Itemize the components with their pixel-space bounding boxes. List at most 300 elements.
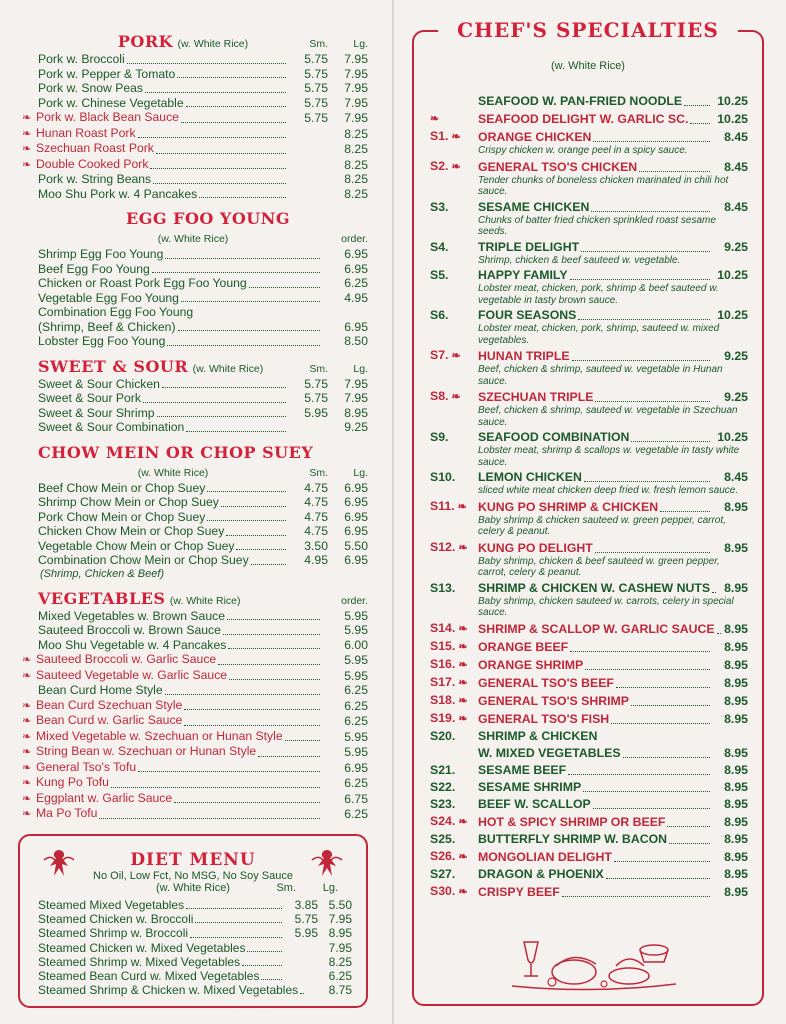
chow-mein-note: (Shrimp, Chicken & Beef) (40, 567, 165, 580)
item-name-text: Steamed Bean Curd w. Mixed Vegetables (38, 969, 260, 984)
item-name (38, 247, 163, 262)
price-large: 6.95 (344, 495, 368, 509)
specialties-title: CHEF'S SPECIALTIES (438, 18, 738, 42)
menu-item-row (38, 247, 368, 262)
specialty-code-text: S21. (430, 762, 456, 777)
specialty-code-text: S23. (430, 796, 456, 811)
dot-leader (585, 669, 710, 670)
item-name-text: Beef Egg Foo Young (38, 261, 150, 276)
item-name-text: Combination Chow Mein or Chop Suey (38, 553, 249, 567)
item-name (22, 744, 257, 760)
dot-leader (614, 861, 710, 862)
menu-item-row (38, 912, 352, 926)
pepper-icon: ❧ (22, 730, 32, 743)
specialty-code (430, 780, 478, 795)
specialty-name: KUNG PO SHRIMP & CHICKEN (478, 499, 659, 514)
specialty-item (430, 268, 748, 306)
item-name (22, 125, 136, 142)
dot-leader (186, 431, 286, 432)
item-name (38, 609, 225, 624)
pepper-icon: ❧ (448, 350, 461, 362)
item-name (38, 941, 245, 955)
specialty-code-text: S15. (430, 638, 456, 653)
item-name-text: Double Cooked Pork (36, 156, 149, 171)
price-large: 8.25 (344, 186, 368, 201)
specialty-code-text: S24. (430, 813, 456, 828)
specialty-code (430, 499, 478, 515)
price-small: 5.75 (304, 52, 328, 66)
dot-leader (639, 171, 710, 172)
specialty-description: Baby shrimp, chicken & beef sauteed w. green pepper, carrot, celery & peanut. (478, 555, 720, 578)
diet-menu-box (18, 834, 368, 1008)
item-name-text: Pork w. String Beans (38, 172, 152, 186)
price-large: 7.95 (344, 111, 368, 125)
dot-leader (111, 787, 320, 788)
specialty-item (430, 797, 748, 812)
item-name (38, 96, 184, 111)
dot-leader (227, 619, 320, 620)
specialty-row (430, 581, 748, 596)
specialty-item (430, 129, 748, 157)
specialty-code (430, 470, 478, 485)
pepper-icon: ❧ (22, 715, 32, 727)
lg-label: Lg. (353, 466, 368, 479)
specialty-price: 10.25 (717, 94, 748, 108)
specialty-name: SZECHUAN TRIPLE (478, 390, 594, 404)
specialty-price: 9.25 (724, 349, 748, 363)
specialty-price: 8.95 (724, 540, 748, 555)
specialty-name: SESAME CHICKEN (478, 199, 590, 214)
pepper-icon: ❧ (22, 746, 32, 758)
dot-leader (717, 633, 721, 634)
item-name-text: Steamed Chicken w. Mixed Vegetables (38, 940, 246, 955)
dancer-icon (310, 846, 344, 886)
specialty-code-text: S16. (430, 656, 456, 671)
price: 6.75 (344, 791, 368, 806)
item-name-text: Eggplant w. Garlic Sauce (36, 790, 173, 805)
item-name-text: Moo Shu Vegetable w. 4 Pancakes (38, 637, 227, 652)
specialty-row (430, 657, 748, 673)
dot-leader (153, 183, 286, 184)
pepper-icon: ❧ (22, 112, 32, 124)
price-large: 8.95 (344, 405, 368, 420)
specialty-name: HUNAN TRIPLE (478, 349, 570, 363)
item-name (38, 291, 179, 306)
specialty-row (430, 763, 748, 778)
price-large: 8.25 (344, 157, 368, 172)
item-name (38, 912, 193, 926)
pepper-icon: ❧ (455, 640, 468, 653)
specialty-code (430, 639, 478, 655)
item-name-text: Mixed Vegetable w. Szechuan or Hunan Style (36, 728, 283, 743)
specialty-description: sliced white meat chicken deep fried w. fresh lemon sauce. (478, 485, 739, 496)
price-small: 4.75 (304, 495, 328, 509)
dot-leader (174, 802, 320, 803)
specialty-code (430, 849, 478, 865)
specialty-name: SEAFOOD COMBINATION (478, 430, 630, 444)
dot-leader (167, 345, 320, 346)
pork-list (22, 52, 368, 201)
price: 6.95 (344, 261, 368, 276)
menu-item-row (38, 305, 368, 320)
dot-leader (581, 251, 710, 252)
specialty-row (430, 308, 748, 323)
sweet-sour-title: SWEET & SOUR (38, 356, 189, 376)
item-name-text: Sweet & Sour Chicken (38, 376, 160, 391)
price-small: 4.75 (304, 480, 328, 495)
price-large: 8.95 (328, 926, 352, 941)
pepper-icon: ❧ (455, 850, 468, 863)
price-small: 5.75 (304, 391, 328, 405)
price: 6.25 (344, 698, 368, 713)
pepper-icon: ❧ (448, 131, 461, 143)
menu-item-row (38, 495, 368, 510)
dot-leader (669, 843, 710, 844)
pork-title: PORK (117, 32, 174, 51)
dot-leader (285, 740, 320, 741)
dot-leader (249, 287, 320, 288)
dot-leader (242, 965, 282, 966)
menu-item-row (22, 806, 368, 822)
item-name (38, 172, 151, 187)
menu-item-row (38, 969, 352, 983)
dot-leader (181, 122, 286, 123)
specialty-code (430, 389, 478, 405)
dot-leader (606, 878, 710, 879)
specialty-item (430, 159, 748, 198)
dot-leader (226, 535, 286, 536)
specialty-item (430, 499, 748, 538)
specialty-name: GENERAL TSO'S SHRIMP (478, 693, 629, 708)
pork-section (22, 32, 368, 201)
price: 8.50 (344, 334, 368, 348)
pepper-icon: ❧ (455, 622, 468, 635)
specialty-item (430, 832, 748, 847)
pork-subtitle: (w. White Rice) (177, 38, 249, 50)
item-name-text: Combination Egg Foo Young (38, 305, 194, 319)
dot-leader (178, 330, 321, 331)
price-large: 5.50 (344, 538, 368, 553)
item-name (38, 481, 205, 496)
specialty-row (430, 780, 748, 795)
pepper-icon: ❧ (454, 500, 467, 513)
item-name-text: Pork w. Pepper & Tomato (38, 66, 176, 81)
item-name-text: Steamed Mixed Vegetables (38, 898, 185, 912)
specialty-price: 9.25 (724, 390, 748, 404)
chow-mein-section (38, 443, 368, 581)
menu-item-row (22, 790, 368, 807)
menu-item-row (38, 81, 368, 96)
specialty-name: ORANGE SHRIMP (478, 657, 584, 672)
sweet-sour-list (38, 377, 368, 435)
item-name (22, 775, 109, 791)
specialty-code-text: S14. (430, 620, 456, 635)
specialty-description: Baby shrimp, chicken sauteed w. carrots, celery in special sauce. (478, 595, 734, 618)
pepper-icon: ❧ (455, 658, 468, 671)
specialty-price: 8.45 (724, 470, 748, 484)
menu-item-row (22, 713, 368, 729)
price-large: 7.95 (328, 912, 352, 927)
pork-header (38, 32, 368, 52)
specialty-name: GENERAL TSO'S BEEF (478, 675, 614, 690)
menu-item-row (22, 759, 368, 776)
menu-item-row (38, 67, 368, 82)
item-name-text: Moo Shu Pork w. 4 Pancakes (38, 186, 198, 201)
item-name (22, 806, 98, 822)
dot-leader (186, 908, 282, 909)
dot-leader (616, 687, 710, 688)
specialty-price: 8.95 (724, 621, 748, 636)
specialty-row (430, 430, 748, 445)
item-name (38, 320, 176, 335)
dot-leader (595, 552, 710, 553)
price: 6.00 (344, 637, 368, 652)
specialty-item (430, 675, 748, 691)
pepper-icon: ❧ (455, 676, 468, 689)
dot-leader (184, 709, 320, 710)
specialty-row (430, 268, 748, 283)
specialty-name: MONGOLIAN DELIGHT (478, 849, 612, 864)
item-name-text: Shrimp Chow Mein or Chop Suey (38, 495, 219, 509)
dot-leader (593, 141, 710, 142)
specialty-price: 8.95 (724, 580, 748, 595)
specialty-name: SESAME SHRIMP (478, 779, 582, 794)
dot-leader (690, 123, 710, 124)
specialty-price: 8.95 (724, 884, 748, 899)
item-name-text: Sweet & Sour Pork (38, 391, 141, 405)
item-name (38, 276, 247, 291)
specialty-name: BUTTERFLY SHRIMP W. BACON (478, 831, 668, 846)
item-name-text: Steamed Shrimp & Chicken w. Mixed Vegetables (38, 983, 299, 998)
item-name (38, 638, 226, 653)
specialty-price: 10.25 (717, 430, 748, 444)
specialty-price: 9.25 (724, 239, 748, 254)
price: 5.95 (344, 745, 368, 759)
specialty-code-text: S17. (430, 674, 456, 689)
specialty-price: 8.95 (724, 814, 748, 829)
specialty-name: GENERAL TSO'S FISH (478, 711, 610, 726)
specialty-description: Shrimp, chicken & beef sauteed w. vegetable. (478, 254, 681, 266)
price: 5.95 (344, 653, 368, 667)
specialty-code (430, 693, 478, 709)
dot-leader (595, 401, 710, 402)
specialty-code-text: S1. (430, 129, 449, 143)
specialty-item (430, 540, 748, 579)
price-large: 8.75 (328, 983, 352, 998)
specialty-price: 8.95 (724, 693, 748, 708)
item-name (22, 759, 137, 776)
dot-leader (145, 92, 286, 93)
dot-leader (667, 826, 710, 827)
specialty-row (430, 621, 748, 637)
dot-leader (162, 387, 286, 388)
specialty-item (430, 94, 748, 109)
dot-leader (261, 979, 282, 980)
dot-leader (578, 319, 710, 320)
price-large: 6.25 (328, 969, 352, 984)
egg-foo-young-section (38, 209, 368, 349)
specialty-name: CRISPY BEEF (478, 884, 560, 899)
specialty-code-text: S11. (430, 498, 455, 513)
specialty-code-text: S27. (430, 866, 456, 881)
item-name (22, 141, 154, 157)
specialty-code (430, 308, 478, 323)
menu-item-row (38, 187, 368, 202)
specialty-name: BEEF W. SCALLOP (478, 796, 591, 811)
specialty-code (430, 111, 478, 127)
pepper-icon: ❧ (22, 143, 32, 155)
item-name (38, 553, 249, 568)
menu-item-row (22, 156, 368, 173)
specialty-name: HAPPY FAMILY (478, 268, 568, 282)
menu-item-row (22, 775, 368, 791)
specialty-item (430, 763, 748, 778)
specialty-code (430, 430, 478, 445)
menu-item-row (22, 141, 368, 157)
diet-menu-line2-row (20, 882, 366, 894)
dot-leader (228, 648, 320, 649)
item-name (38, 623, 221, 638)
pepper-icon: ❧ (22, 127, 32, 140)
specialty-code-text: S5. (430, 268, 449, 282)
menu-item-row (38, 609, 368, 624)
specialty-price: 10.25 (717, 308, 748, 322)
pepper-icon: ❧ (22, 777, 32, 789)
specialty-code-text: S6. (430, 308, 449, 322)
menu-item-row (22, 728, 368, 745)
specialty-row (430, 884, 748, 900)
specialty-name: SESAME BEEF (478, 762, 567, 777)
pepper-icon: ❧ (455, 815, 468, 828)
specialty-name: ORANGE BEEF (478, 639, 569, 654)
item-name-text: Shrimp Egg Foo Young (38, 247, 164, 261)
item-name-text: Pork Chow Mein or Chop Suey (38, 509, 206, 524)
item-name (22, 728, 283, 745)
sweet-sour-subtitle: (w. White Rice) (192, 362, 264, 375)
pepper-icon: ❧ (22, 158, 32, 171)
price: 6.25 (344, 776, 368, 790)
menu-item-row (38, 510, 368, 525)
item-name (38, 898, 184, 912)
dot-leader (195, 922, 282, 923)
item-name (22, 110, 179, 126)
specialty-item (430, 780, 748, 795)
item-name (22, 697, 183, 714)
specialty-name: SEAFOOD DELIGHT W. GARLIC SC. (478, 112, 689, 126)
specialty-description: Lobster meat, chicken, pork, shrimp & beef sauteed w. vegetable in tasty brown sauce. (478, 283, 719, 306)
specialty-item (430, 111, 748, 127)
vegetables-header (38, 589, 368, 609)
item-name-text: Sweet & Sour Combination (38, 420, 185, 434)
item-name (38, 52, 125, 67)
dot-leader (611, 723, 710, 724)
pepper-icon: ❧ (430, 113, 440, 125)
specialty-price: 8.95 (724, 866, 748, 881)
menu-item-row (38, 524, 368, 539)
dot-leader (583, 791, 710, 792)
specialty-name: SHRIMP & SCALLOP W. GARLIC SAUCE (478, 621, 715, 636)
specialty-item (430, 581, 748, 619)
specialty-code (430, 729, 478, 744)
specialty-item (430, 200, 748, 238)
lg-label: Lg. (353, 362, 368, 375)
item-name (38, 81, 143, 96)
dot-leader (186, 106, 286, 107)
menu-item-row (38, 683, 368, 698)
specialties-subtitle: (w. White Rice) (551, 60, 625, 72)
specialty-item (430, 308, 748, 346)
menu-item-row (22, 110, 368, 126)
dot-leader (184, 725, 320, 726)
specialty-code (430, 621, 478, 637)
specialty-code (430, 200, 478, 215)
item-name-text: Ma Po Tofu (36, 806, 98, 820)
price: 5.95 (344, 623, 368, 637)
specialty-row (430, 849, 748, 865)
specialty-name: FOUR SEASONS (478, 308, 577, 322)
pepper-icon: ❧ (448, 391, 461, 403)
item-name-text: Sauteed Vegetable w. Garlic Sauce (36, 667, 228, 682)
price-large: 6.95 (344, 509, 368, 524)
dot-leader (623, 757, 710, 758)
price-small: 5.75 (294, 912, 318, 927)
pepper-icon: ❧ (22, 792, 32, 805)
specialty-code (430, 832, 478, 847)
specialty-price: 8.95 (724, 762, 748, 777)
specialty-description: Chunks of batter fried chicken sprinkled roast sesame seeds. (478, 214, 716, 237)
price: 6.25 (344, 714, 368, 728)
price: 6.95 (344, 247, 368, 261)
specialty-name: SEAFOOD W. PAN-FRIED NOODLE (478, 94, 683, 108)
specialty-price: 8.45 (724, 159, 748, 174)
menu-item-row (38, 481, 368, 496)
pepper-icon: ❧ (22, 699, 32, 712)
specialty-row (430, 639, 748, 655)
dot-leader (712, 592, 716, 593)
specialty-row (430, 675, 748, 691)
price-small: 4.95 (304, 553, 328, 567)
item-name-text: Mixed Vegetables w. Brown Sauce (38, 608, 225, 623)
specialty-row (430, 711, 748, 727)
menu-item-row (38, 291, 368, 306)
dot-leader (138, 771, 320, 772)
item-name (38, 539, 234, 554)
specialty-row (430, 797, 748, 812)
item-name (38, 510, 205, 525)
item-name-text: General Tso's Tofu (36, 759, 137, 774)
menu-item-row (38, 172, 368, 187)
item-name-text: Lobster Egg Foo Young (38, 334, 166, 348)
dot-leader (143, 402, 286, 403)
specialty-code-text: S3. (430, 199, 449, 214)
price-large: 9.25 (344, 420, 368, 434)
dot-leader (218, 664, 320, 665)
price-large: 7.95 (344, 391, 368, 405)
diet-list (38, 898, 352, 997)
price: 4.95 (344, 290, 368, 305)
item-name (38, 926, 188, 940)
menu-item-row (22, 744, 368, 760)
pepper-icon: ❧ (455, 712, 468, 725)
specialty-code-text: S4. (430, 239, 449, 254)
price-large: 6.95 (344, 553, 368, 567)
menu-item-row (38, 96, 368, 111)
specialty-code-text: S10. (430, 470, 456, 484)
specialty-row (430, 111, 748, 127)
item-name (38, 305, 193, 320)
item-name-text: Pork w. Broccoli (38, 52, 125, 66)
sweet-sour-header (38, 357, 368, 377)
